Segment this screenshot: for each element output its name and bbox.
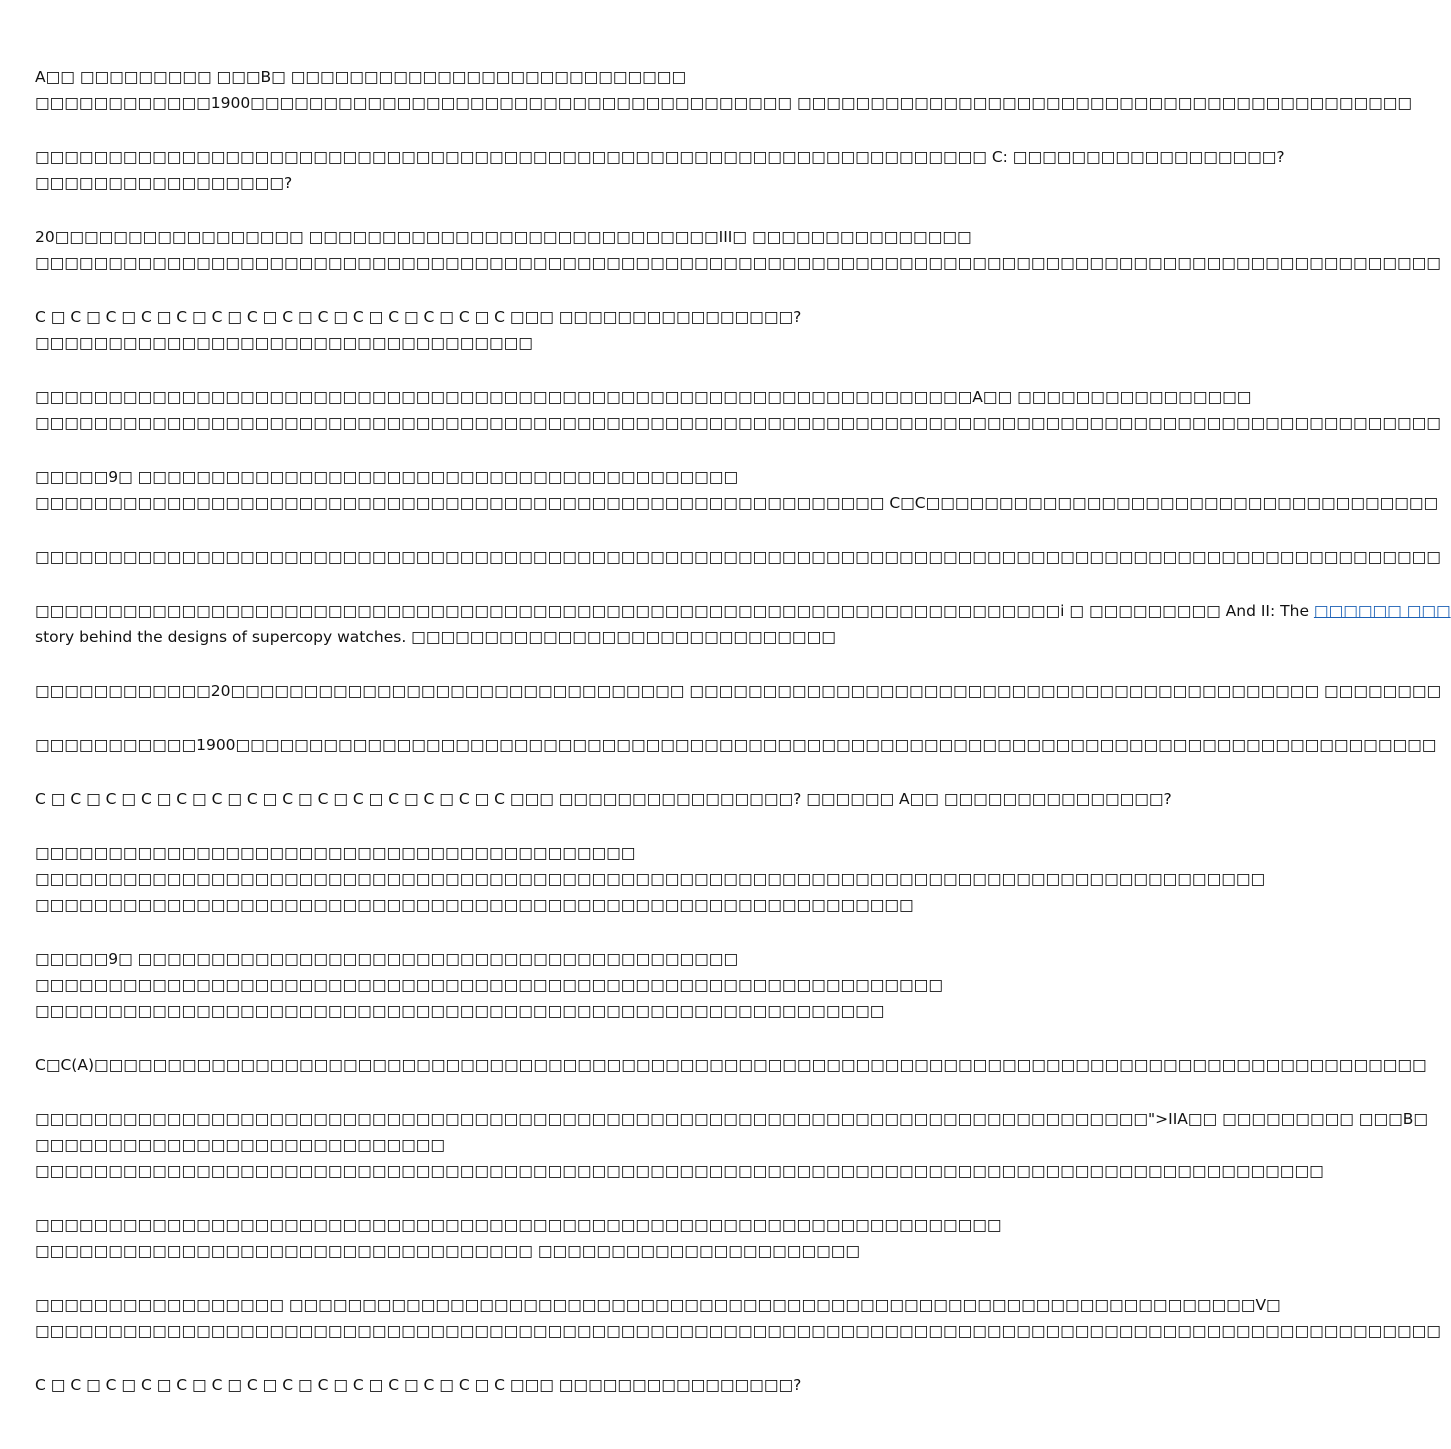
- text-line: [35, 840, 990, 866]
- text-line: [35, 786, 1172, 812]
- line-text: □□□□□□□□□□□□□□□□□□□□□□□□□□□□□□□□□□□□□□□□□□□□□□□□□□□□□□□□□□□□□□□□□□□□□□□□□□□□□□□□□□□□□□□□□□□□□□□□: [35, 548, 1441, 566]
- text-line: [35, 1292, 1281, 1318]
- line-text: □□□□□□□□□□□□□□□□□□□□□□□□□□□□□□□□□□□□□□□□□□□□□□□□□□□□□□□□□□□□□□: [35, 976, 943, 994]
- line-text: □□□□□□□□□□□□1900□□□□□□□□□□□□□□□□□□□□□□□□□□□□□□□□□□□□□ □□□□□□□□□□□□□□□□□□□□□□□□□□□□□□□□□□□□□□□□□□: [35, 94, 1413, 112]
- text-line: [35, 64, 990, 90]
- line-text: □□□□□□□□□□□□20□□□□□□□□□□□□□□□□□□□□□□□□□□□□□□□ □□□□□□□□□□□□□□□□□□□□□□□□□□□□□□□□□□□□□□□□□□□ □□□□□□□□: [35, 682, 1442, 700]
- paragraph: [35, 732, 1437, 758]
- text-line: [35, 1132, 990, 1158]
- text-line: [35, 144, 1285, 170]
- text-line: [35, 1158, 1324, 1184]
- text-line: [35, 250, 1441, 276]
- text-line: [35, 892, 990, 918]
- paragraph: [35, 144, 1285, 196]
- paragraph: [35, 1052, 1427, 1078]
- text-line: [35, 1052, 1427, 1078]
- line-text: □□□□□□□□□□□□□□□□□□□□□□□□□□□□□□□□□□□□□□□□□□□□□□□□□□□□□□□□□□□□□□□□□□□□□□□□□□□□□□□□□□□□□□□□: [35, 1162, 1324, 1180]
- line-text: □□□□□□□□□□□□□□□□□□□□□□□□□□□□□□□□□□□□□□□□□□□□□□□□□□□□□□□□□□□□□□□□□□□□□□□□□□□□">IIA□□ □□□□□□□□□ □□□B□: [35, 1110, 1429, 1128]
- text-line: [35, 410, 1441, 436]
- text-line: [35, 544, 1441, 570]
- text-line: [35, 464, 990, 490]
- line-text: □□□□□□□□□□□□□□□□□□□□□□□□□□□□: [35, 1136, 446, 1154]
- line-text: □□□□□□□□□□□□□□□□□□□□□□□□□□□□□□□□□□ □□□□□□□□□□□□□□□□□□□□□□: [35, 1242, 861, 1260]
- text-line: [35, 732, 1437, 758]
- text-line: [35, 1318, 1441, 1344]
- text-line: [35, 384, 1252, 410]
- paragraph: [35, 464, 1439, 516]
- paragraph: [35, 224, 1441, 276]
- text-line: [35, 90, 1413, 116]
- text-line: [35, 598, 1451, 624]
- line-text: 20□□□□□□□□□□□□□□□□□ □□□□□□□□□□□□□□□□□□□□□□□□□□□□III□ □□□□□□□□□□□□□□□: [35, 228, 972, 246]
- text-line: [35, 330, 990, 356]
- text-line: [35, 1212, 1002, 1238]
- paragraph: [35, 1106, 1429, 1184]
- line-text: A□□ □□□□□□□□□ □□□B□ □□□□□□□□□□□□□□□□□□□□□□□□□□□: [35, 68, 687, 86]
- line-text: □□□□□9□ □□□□□□□□□□□□□□□□□□□□□□□□□□□□□□□□□□□□□□□□□: [35, 950, 739, 968]
- paragraph: [35, 304, 990, 356]
- text-line: [35, 1372, 990, 1398]
- text-line: [35, 624, 990, 650]
- line-text: C□C(A)□□□□□□□□□□□□□□□□□□□□□□□□□□□□□□□□□□□□□□□□□□□□□□□□□□□□□□□□□□□□□□□□□□□□□□□□□□□□□□□□□□□□□□□□□□□: [35, 1056, 1427, 1074]
- paragraph: [35, 678, 1442, 704]
- line-text: □□□□□□□□□□□□□□□□□□□□□□□□□□□□□□□□□□□□□□□□□□□□□□□□□□□□□□□□□□□□□□□□□□□□□□□□□□□□□□□□□□□□□□□□□□□□□□□□: [35, 414, 1441, 432]
- text-line: [35, 998, 990, 1024]
- text-line: [35, 1106, 1429, 1132]
- line-text: □□□□□□□□□□□□□□□□□□□□□□□□□□□□□□□□□□□□□□□□□□□□□□□□□□□□□□□□□□□□□□□□□ C: □□□□□□□□□□□□□□□□□□?: [35, 148, 1285, 166]
- line-text: C □ C □ C □ C □ C □ C □ C □ C □ C □ C □ C □ C □ C □ C □□□ □□□□□□□□□□□□□□□□?: [35, 308, 802, 326]
- line-text: □□□□□9□ □□□□□□□□□□□□□□□□□□□□□□□□□□□□□□□□□□□□□□□□□: [35, 468, 739, 486]
- line-text: □□□□□□□□□□□□□□□□□□□□□□□□□□□□□□□□□□□□□□□□□□□□□□□□□□□□□□□□□□□□□□□□□□□□□□□□□□□□□□□□□□□□□□□□□□□□□□□□: [35, 254, 1441, 272]
- line-text: C □ C □ C □ C □ C □ C □ C □ C □ C □ C □ C □ C □ C □ C □□□ □□□□□□□□□□□□□□□□? □□□□□□ A□□ □□□□□□□□□□□□□□□?: [35, 790, 1172, 808]
- text-line: [35, 224, 990, 250]
- text-line: [35, 678, 1442, 704]
- line-text: □□□□□□□□□□□□□□□□□□□□□□□□□□□□□□□□□□□□□□□□□□□□□□□□□□□□□□□□□□□□□□□□□□□□□□□□□□□□□□□□□□□□: [35, 870, 1266, 888]
- line-text: C □ C □ C □ C □ C □ C □ C □ C □ C □ C □ C □ C □ C □ C □□□ □□□□□□□□□□□□□□□□?: [35, 1376, 802, 1394]
- line-text: □□□□□□□□□□□□□□□□□□□□□□□□□□□□□□□□□□□□□□□□□□□□□□□□□□□□□□□□□□□□□□□□□□□□□□i □ □□□□□□□□□ And II: The: [35, 602, 1314, 620]
- paragraph: [35, 1372, 990, 1398]
- line-text: □□□□□□□□□□□□□□□□□□□□□□□□□□□□□□□□□□□□□□□□□□□□□□□□□□□□□□□□□□: [35, 1002, 885, 1020]
- line-text: story behind the designs of supercopy watches. □□□□□□□□□□□□□□□□□□□□□□□□□□□□□: [35, 628, 836, 646]
- paragraph: [35, 544, 1441, 570]
- line-text: □□□□□□□□□□□□□□□□□□□□□□□□□□□□□□□□□□: [35, 334, 533, 352]
- line-text: □□□□□□□□□□□□□□□□□□□□□□□□□□□□□□□□□□□□□□□□□□□□□□□□□□□□□□□□□□□□: [35, 896, 914, 914]
- paragraph: [35, 1212, 1002, 1264]
- paragraph: [35, 384, 1441, 436]
- paragraph: [35, 840, 1266, 918]
- text-line: [35, 946, 990, 972]
- text-line: [35, 304, 990, 330]
- paragraph: [35, 64, 1413, 116]
- line-text: □□□□□□□□□□□□□□□□□?: [35, 174, 293, 192]
- text-line: [35, 866, 1266, 892]
- text-line: [35, 1238, 990, 1264]
- line-text: □□□□□□□□□□□□□□□□□□□□□□□□□□□□□□□□□□□□□□□□□: [35, 844, 636, 862]
- paragraph: [35, 946, 990, 1024]
- line-text: □□□□□□□□□□□1900□□□□□□□□□□□□□□□□□□□□□□□□□□□□□□□□□□□□□□□□□□□□□□□□□□□□□□□□□□□□□□□□□□□□□□□□□□□□□□□□□□: [35, 736, 1437, 754]
- line-text: □□□□□□□□□□□□□□□□□□□□□□□□□□□□□□□□□□□□□□□□□□□□□□□□□□□□□□□□□□ C□C□□□□□□□□□□□□□□□□□□□□□□□□□□□□□□□□□□□: [35, 494, 1439, 512]
- text-line: [35, 490, 1439, 516]
- line-text: □□□□□□□□□□□□□□□□□□□□□□□□□□□□□□□□□□□□□□□□□□□□□□□□□□□□□□□□□□□□□□□□A□□ □□□□□□□□□□□□□□□□: [35, 388, 1252, 406]
- paragraph: [35, 786, 1172, 812]
- line-text: □□□□□□□□□□□□□□□□□ □□□□□□□□□□□□□□□□□□□□□□□□□□□□□□□□□□□□□□□□□□□□□□□□□□□□□□□□□□□□□□□□□□V□: [35, 1296, 1281, 1314]
- paragraph: [35, 1292, 1441, 1344]
- line-text: □□□□□□□□□□□□□□□□□□□□□□□□□□□□□□□□□□□□□□□□□□□□□□□□□□□□□□□□□□□□□□□□□□: [35, 1216, 1002, 1234]
- text-line: [35, 972, 990, 998]
- paragraph: [35, 598, 1451, 650]
- inline-link[interactable]: □□□□□□ □□□: [1313, 602, 1451, 620]
- line-text: □□□□□□□□□□□□□□□□□□□□□□□□□□□□□□□□□□□□□□□□□□□□□□□□□□□□□□□□□□□□□□□□□□□□□□□□□□□□□□□□□□□□□□□□□□□□□□□□: [35, 1322, 1441, 1340]
- text-line: [35, 170, 990, 196]
